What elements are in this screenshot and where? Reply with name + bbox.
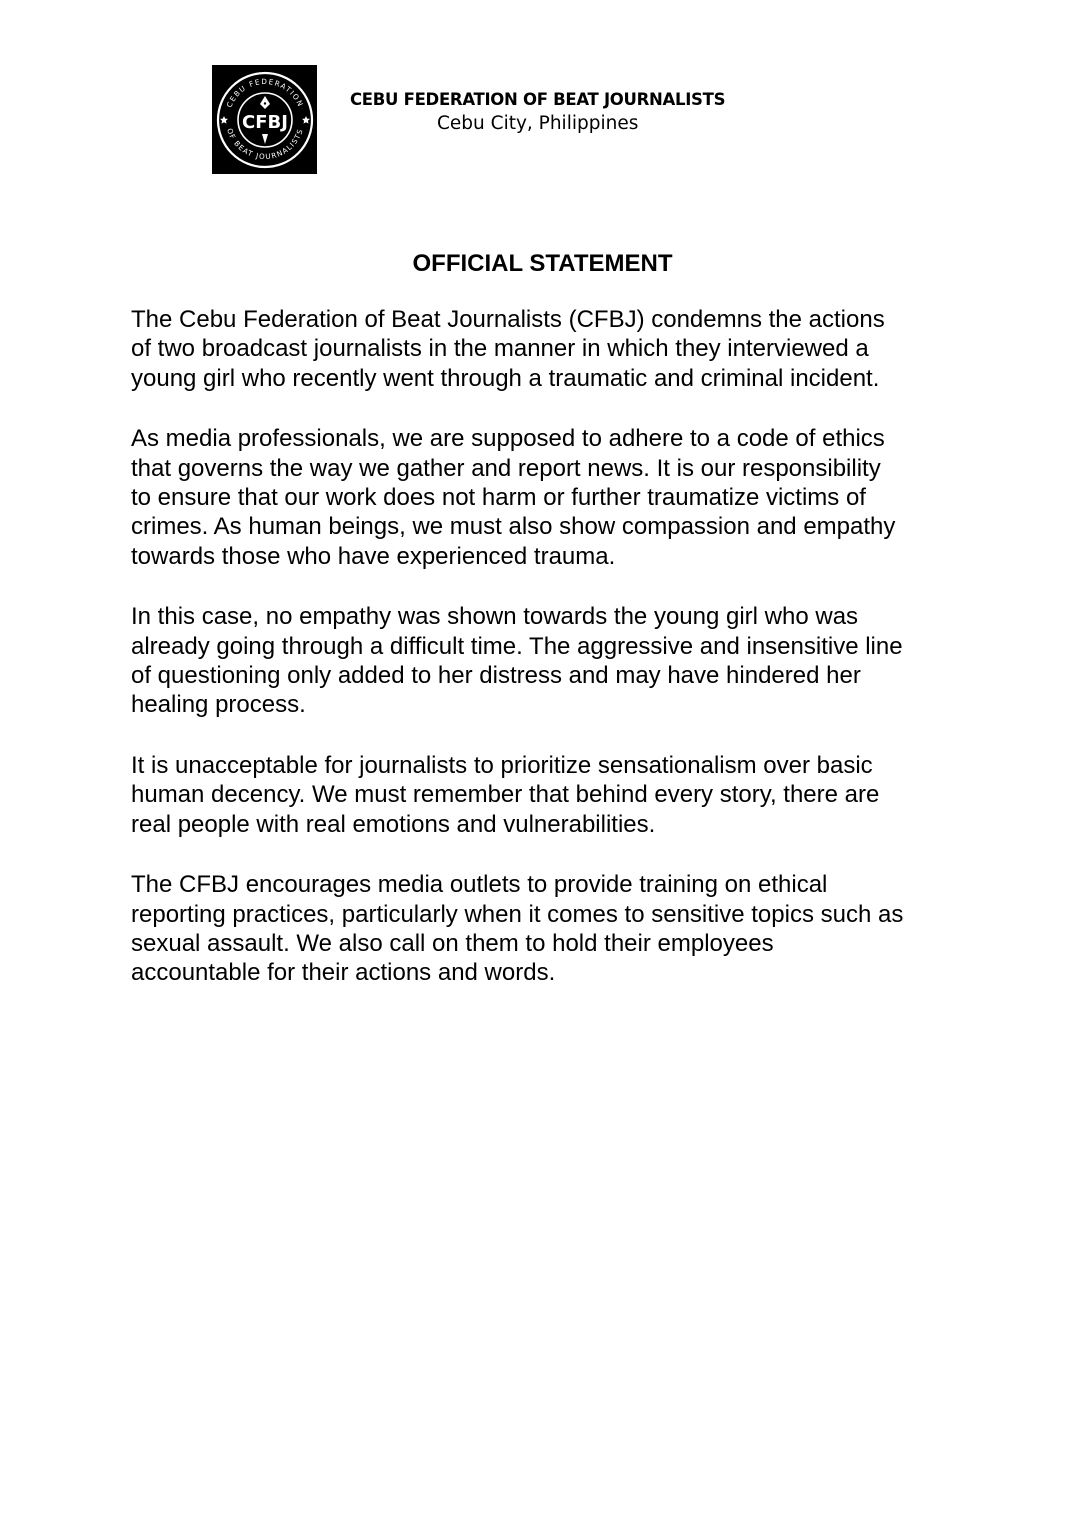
organization-location: Cebu City, Philippines (437, 113, 639, 134)
star-right-icon (302, 116, 310, 124)
paragraph-2: As media professionals, we are supposed to adhere to a code of ethics that governs the way we gather and report news. It is our responsibility to ensure that our work does not harm or further traumatize victims of crimes. As human beings, we must also show compassion and empathy towards those who have experienced trauma. (131, 425, 896, 570)
paragraph-3: In this case, no empathy was shown towards the young girl who was already going through a difficult time. The aggressive and insensitive line of questioning only added to her distress and may have hindered her healing process. (131, 603, 903, 719)
paragraph-1: The Cebu Federation of Beat Journalists (CFBJ) condemns the actions of two broadcast journalists in the manner in which they interviewed a young girl who recently went through a traumatic and criminal incident. (131, 306, 885, 392)
seal-ring-text-top: CEBU FEDERATION (224, 76, 306, 109)
cfbj-seal (212, 65, 317, 174)
paragraph-4: It is unacceptable for journalists to prioritize sensationalism over basic human decency. We must remember that behind every story, there are real people with real emotions and vulnerabilities. (131, 751, 880, 838)
letterhead (212, 65, 812, 175)
seal-ring-text-bottom: OF BEAT JOURNALISTS (225, 127, 305, 162)
seal-initials: CFBJ (242, 112, 288, 133)
star-left-icon (220, 116, 228, 124)
statement-body (131, 305, 971, 1019)
cfbj-logo (212, 65, 317, 174)
organization-name: CEBU FEDERATION OF BEAT JOURNALISTS (350, 90, 726, 109)
paragraph-5: The CFBJ encourages media outlets to provide training on ethical reporting practices, particularly when it comes to sensitive topics such as sexual assault. We also call on them to hold their employees accountable for their actions and words. (131, 871, 904, 987)
statement-title: OFFICIAL STATEMENT (412, 250, 673, 277)
